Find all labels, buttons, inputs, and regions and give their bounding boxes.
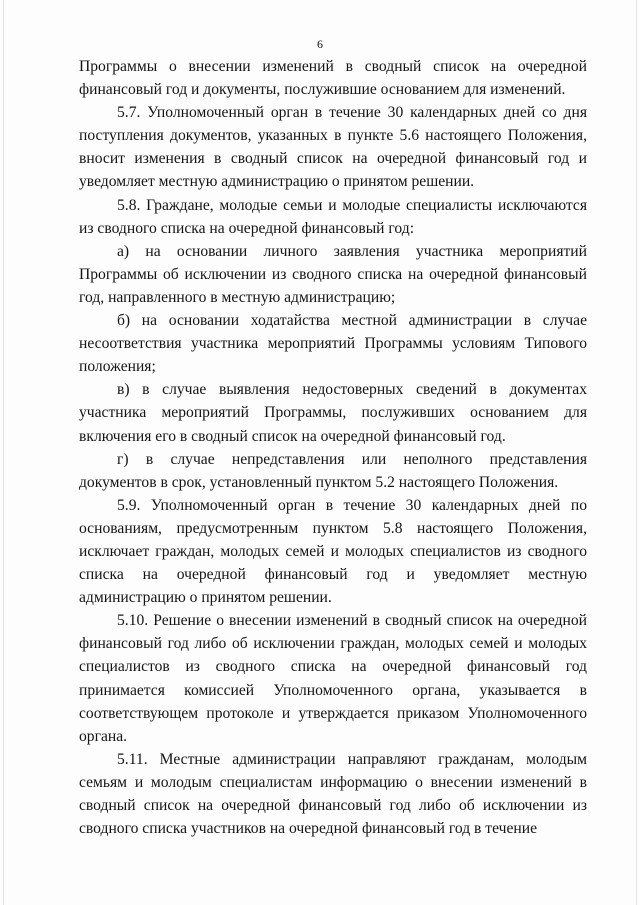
paragraph-5-7: 5.7. Уполномоченный орган в течение 30 календарных дней со дня поступления документов, указанных в пункте 5.6 настоящего Положения, вносит изменения в сводный список на очередной финансовый год и уведомляет местную администрацию о принятом решении. [79, 104, 587, 191]
scan-edge-left [3, 0, 4, 905]
paragraph-5-10: 5.10. Решение о внесении изменений в сводный список на очередной финансовый год либо об исключении граждан, молодых семей и молодых специалистов из сводного списка на очередной финансовый год принимается комиссией Уполномоченного органа, указывается в соответствующем протоколе и утверждается приказом Уполномоченного органа. [79, 612, 587, 745]
paragraph-5-9: 5.9. Уполномоченный орган в течение 30 календарных дней по основаниям, предусмотренным пунктом 5.8 настоящего Положения, исключает граждан, молодых семей и молодых специалистов из сводного списка на очередной финансовый год и уведомляет местную администрацию о принятом решении. [79, 496, 587, 607]
paragraph-5-11: 5.11. Местные администрации направляют гражданам, молодым семьям и молодым специалистам информацию о внесении изменений в сводный список на очередной финансовый год либо об исключении из сводного списка участников на очередной финансовый год в течение [79, 750, 587, 838]
page-number: 6 [317, 37, 323, 51]
paragraph-5-8-g: г) в случае непредставления или неполного представления документов в срок, установленный пунктом 5.2 настоящего Положения. [79, 450, 587, 491]
paragraph-5-8-a: а) на основании личного заявления участника мероприятий Программы об исключении из сводного списка на очередной финансовый год, направленного в местную администрацию; [79, 242, 587, 306]
scan-edge-right [636, 0, 637, 905]
paragraph-continuation: Программы о внесении изменений в сводный список на очередной финансовый год и документы, послужившие основанием для изменений. [79, 58, 587, 99]
paragraph-5-8: 5.8. Граждане, молодые семьи и молодые специалисты исключаются из сводного списка на очередной финансовый год: [79, 196, 587, 237]
paragraph-5-8-b: б) на основании ходатайства местной администрации в случае несоответствия участника мероприятий Программы условиям Типового положения; [79, 312, 587, 376]
document-body [79, 55, 587, 840]
paragraph-5-8-v: в) в случае выявления недостоверных сведений в документах участника мероприятий Программы, послуживших основанием для включения его в сводный список на очередной финансовый год. [79, 381, 587, 445]
